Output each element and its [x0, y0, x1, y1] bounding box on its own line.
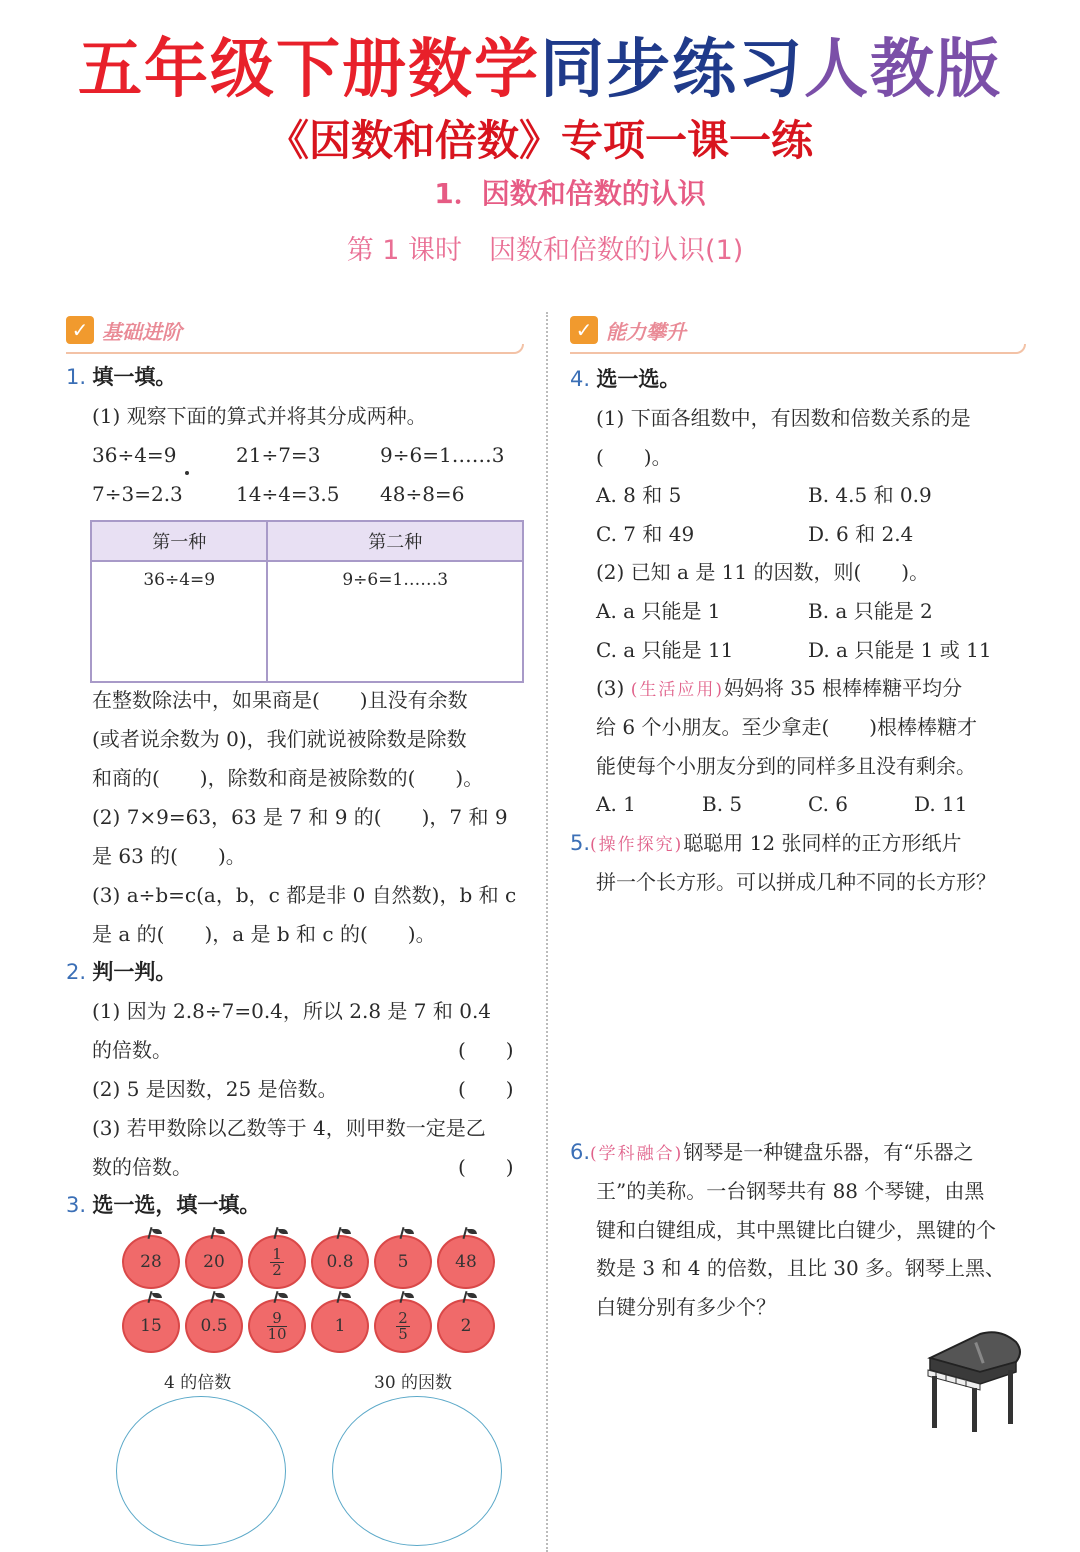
- q1-text-line: (2) 7×9=63，63 是 7 和 9 的( )，7 和 9: [92, 805, 508, 829]
- apple-leaf: [215, 1229, 225, 1234]
- table-cell-first[interactable]: 36÷4=9: [91, 561, 267, 682]
- option[interactable]: B. a 只能是 2: [808, 599, 933, 623]
- q2-text-line: 的倍数。: [92, 1038, 172, 1062]
- apple-value: 5: [397, 1252, 409, 1272]
- q1-text-line: 是 63 的( )。: [92, 844, 246, 868]
- option[interactable]: D. a 只能是 1 或 11: [808, 638, 992, 662]
- label-multiples-of-4: 4 的倍数: [164, 1373, 232, 1393]
- pen-icon: ✓: [570, 316, 598, 344]
- q6-text-line: 数是 3 和 4 的倍数，且比 30 多。钢琴上黑、: [596, 1256, 1006, 1280]
- section-underline: [570, 344, 1026, 354]
- apple-value: 15: [140, 1316, 162, 1336]
- option[interactable]: D. 6 和 2.4: [808, 522, 914, 546]
- question-number: 6.: [570, 1140, 591, 1164]
- question-5-heading: [570, 824, 961, 865]
- question-1-heading: [66, 358, 176, 397]
- question-3-heading: [66, 1186, 260, 1225]
- apple-leaf: [467, 1229, 477, 1234]
- apple-leaf: [467, 1293, 477, 1298]
- apple-leaf: [278, 1229, 288, 1234]
- tag-life-application: (生活应用): [630, 680, 724, 700]
- question-number: 3.: [66, 1193, 87, 1217]
- apple-number[interactable]: [311, 1299, 369, 1353]
- question-6-heading: [570, 1133, 974, 1174]
- section-header-basic: [66, 314, 524, 348]
- answer-oval-factors[interactable]: [332, 1396, 502, 1546]
- section-header-advanced: [570, 314, 1026, 348]
- q6-text-line: 白键分别有多少个？: [596, 1295, 776, 1319]
- equation: 21÷7=3: [236, 443, 321, 467]
- q1-text-line: 和商的( )，除数和商是被除数的( )。: [92, 766, 484, 790]
- q4-text-line: (2) 已知 a 是 11 的因数，则( )。: [596, 560, 930, 584]
- apple-value: 28: [140, 1252, 162, 1272]
- option[interactable]: A. 1: [596, 792, 636, 816]
- apple-leaf: [404, 1229, 414, 1234]
- q4-text-line: [596, 669, 962, 710]
- piano-icon: [920, 1328, 1030, 1440]
- apple-number[interactable]: [185, 1299, 243, 1353]
- answer-oval-multiples[interactable]: [116, 1396, 286, 1546]
- subtitle: 《因数和倍数》专项一课一练: [266, 116, 813, 165]
- equation: 9÷6=1……3: [380, 443, 505, 467]
- apple-value: 20: [203, 1252, 225, 1272]
- option[interactable]: C. 6: [808, 792, 849, 816]
- apple-value: 48: [455, 1252, 477, 1272]
- column-divider: [546, 312, 548, 1552]
- label-factors-of-30: 30 的因数: [374, 1373, 453, 1393]
- table-cell-second[interactable]: 9÷6=1……3: [267, 561, 523, 682]
- option[interactable]: A. 8 和 5: [596, 483, 682, 507]
- apple-leaf: [152, 1229, 162, 1234]
- q4-text-line: ( )。: [596, 445, 672, 469]
- question-number: 1.: [66, 365, 87, 389]
- fraction-denominator: 5: [398, 1325, 408, 1343]
- repeating-dot: [185, 471, 189, 475]
- option[interactable]: D. 11: [914, 792, 968, 816]
- apple-number[interactable]: [122, 1299, 180, 1353]
- q5-text-line: 拼一个长方形。可以拼成几种不同的长方形？: [596, 870, 996, 894]
- option[interactable]: B. 5: [702, 792, 743, 816]
- banner-part-edition: 人教版: [804, 33, 1002, 107]
- option[interactable]: C. a 只能是 11: [596, 638, 734, 662]
- q1-text-line: 是 a 的( )，a 是 b 和 c 的( )。: [92, 922, 436, 946]
- chapter-title: 1．因数和倍数的认识: [434, 177, 706, 210]
- q2-text-line: (1) 因为 2.8÷7=0.4，所以 2.8 是 7 和 0.4: [92, 999, 492, 1023]
- q1-part1: (1) 观察下面的算式并将其分成两种。: [92, 404, 427, 428]
- question-number: 2.: [66, 960, 87, 984]
- table-header-second: 第二种: [267, 521, 523, 561]
- banner-part-grade: 五年级下册数学: [78, 33, 540, 107]
- question-title: 选一选。: [596, 367, 681, 391]
- fraction-numerator: 1: [272, 1245, 282, 1263]
- q4-text-line: (1) 下面各组数中，有因数和倍数关系的是: [596, 406, 971, 430]
- question-title: 填一填。: [92, 365, 177, 389]
- banner-title: [0, 18, 1080, 110]
- option[interactable]: C. 7 和 49: [596, 522, 695, 546]
- q6-text: 钢琴是一种键盘乐器，有“乐器之: [683, 1140, 974, 1164]
- option[interactable]: A. a 只能是 1: [596, 599, 721, 623]
- tag-hands-on: (操作探究): [590, 835, 684, 855]
- fraction-denominator: 10: [267, 1325, 287, 1343]
- question-number: 4.: [570, 367, 591, 391]
- apple-leaf: [278, 1293, 288, 1298]
- answer-paren[interactable]: ( ): [458, 1155, 514, 1179]
- section-label: 能力攀升: [606, 320, 686, 344]
- question-title: 判一判。: [92, 960, 177, 984]
- fraction: [267, 1311, 286, 1342]
- q2-text-line: 数的倍数。: [92, 1155, 192, 1179]
- part-text: 妈妈将 35 根棒棒糖平均分: [723, 676, 963, 700]
- equation: 48÷8=6: [380, 482, 465, 506]
- apple-leaf: [215, 1293, 225, 1298]
- equation: 14÷4=3.5: [236, 482, 340, 506]
- apple-leaf: [341, 1293, 351, 1298]
- q5-text: 聪聪用 12 张同样的正方形纸片: [683, 831, 962, 855]
- banner-part-practice: 同步练习: [540, 33, 804, 107]
- apple-number[interactable]: [122, 1235, 180, 1289]
- q1-text-line: (3) a÷b=c(a，b，c 都是非 0 自然数)，b 和 c: [92, 883, 517, 907]
- apple-number[interactable]: [374, 1235, 432, 1289]
- tag-interdisciplinary: (学科融合): [590, 1144, 684, 1164]
- fraction: [270, 1247, 284, 1278]
- fraction: [396, 1311, 410, 1342]
- classification-table: [90, 520, 524, 683]
- lesson-title: 第 1 课时 因数和倍数的认识(1): [346, 235, 744, 266]
- question-number: 5.: [570, 831, 591, 855]
- part-prefix: (3): [596, 676, 631, 700]
- answer-paren[interactable]: ( ): [458, 1038, 514, 1062]
- question-2-heading: [66, 953, 176, 992]
- q4-text-line: 能使每个小朋友分到的同样多且没有剩余。: [596, 754, 976, 778]
- equation: 7÷3=2.3: [92, 482, 183, 506]
- apple-value: 0.8: [326, 1252, 354, 1272]
- apple-value: 0.5: [200, 1316, 228, 1336]
- q6-text-line: 键和白键组成，其中黑键比白键少，黑键的个: [596, 1218, 996, 1242]
- apple-value: 1: [334, 1316, 346, 1336]
- apple-number[interactable]: [437, 1299, 495, 1353]
- equation: 36÷4=9: [92, 443, 177, 467]
- section-underline: [66, 344, 524, 354]
- apple-leaf: [152, 1293, 162, 1298]
- q1-text-line: (或者说余数为 0)，我们就说被除数是除数: [92, 727, 467, 751]
- apple-number[interactable]: [311, 1235, 369, 1289]
- apple-fraction[interactable]: [248, 1235, 306, 1289]
- question-title: 选一选，填一填。: [92, 1193, 261, 1217]
- section-label: 基础进阶: [102, 320, 182, 344]
- table-header-first: 第一种: [91, 521, 267, 561]
- pen-icon: ✓: [66, 316, 94, 344]
- q2-text-line: (3) 若甲数除以乙数等于 4，则甲数一定是乙: [92, 1116, 486, 1140]
- apple-value: 2: [460, 1316, 472, 1336]
- apple-number[interactable]: [185, 1235, 243, 1289]
- q2-text-line: (2) 5 是因数，25 是倍数。: [92, 1077, 338, 1101]
- apple-number[interactable]: [437, 1235, 495, 1289]
- fraction-numerator: 9: [267, 1311, 286, 1327]
- q4-text-line: 给 6 个小朋友。至少拿走( )根棒棒糖才: [596, 715, 978, 739]
- apple-fraction[interactable]: [374, 1299, 432, 1353]
- q1-text-line: 在整数除法中，如果商是( )且没有余数: [92, 688, 468, 712]
- option[interactable]: B. 4.5 和 0.9: [808, 483, 932, 507]
- apple-leaf: [404, 1293, 414, 1298]
- q6-text-line: 王”的美称。一台钢琴共有 88 个琴键，由黑: [596, 1179, 985, 1203]
- question-4-heading: [570, 360, 680, 399]
- fraction-denominator: 2: [272, 1261, 282, 1279]
- answer-paren[interactable]: ( ): [458, 1077, 514, 1101]
- fraction-numerator: 2: [398, 1309, 408, 1327]
- apple-fraction[interactable]: [248, 1299, 306, 1353]
- apple-leaf: [341, 1229, 351, 1234]
